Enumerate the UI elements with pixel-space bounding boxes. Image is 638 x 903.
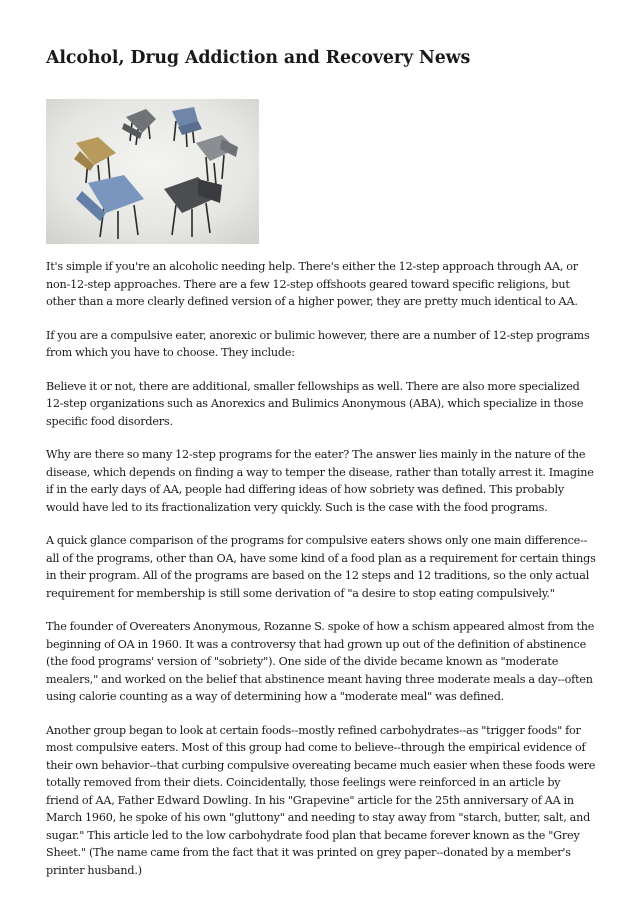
paragraph: It's simple if you're an alcoholic needing help. There's either the 12-step approach through AA, or non-12-step approaches. There are a few 12-step offshoots geared toward specific religions, but other than a more clearly defined version of a higher power, they are pretty much identical to AA. xyxy=(46,260,578,308)
paragraph: A quick glance comparison of the programs for compulsive eaters shows only one main difference--all of the programs, other than OA, have some kind of a food plan as a requirement for certain things in their program. All of the programs are based on the 12 steps and 12 traditions, so the only actual requirement for membership is still some derivation of "a desire to stop eating compulsively." xyxy=(46,534,596,600)
paragraph: Another group began to look at certain foods--mostly refined carbohydrates--as "trigger foods" for most compulsive eaters. Most of this group had come to believe--through the empirical evidence of their own behavior--that curbing compulsive overeating became much easier when these foods were totally removed from their diets. Coincidentally, those feelings were reinforced in an article by friend of AA, Father Edward Dowling. In his "Grapevine" article for the 25th anniversary of AA in March 1960, he spoke of his own "gluttony" and needing to stay away from "starch, butter, salt, and sugar." This article led to the low carbohydrate food plan that became forever known as the "Grey Sheet." (The name came from the fact that it was printed on grey paper--donated by a member's printer husband.) xyxy=(46,723,596,877)
article-title: Alcohol, Drug Addiction and Recovery News xyxy=(46,48,471,68)
article-body xyxy=(46,258,596,895)
paragraph: Why are there so many 12-step programs for the eater? The answer lies mainly in the nature of the disease, which depends on finding a way to temper the disease, rather than totally arrest it. Imagine if in the early days of AA, people had differing ideas of how sobriety was defined. This probably would have led to its fractionalization very quickly. Such is the case with the food programs. xyxy=(46,448,594,514)
chairs-photo xyxy=(46,99,259,244)
paragraph: The founder of Overeaters Anonymous, Rozanne S. spoke of how a schism appeared almost from the beginning of OA in 1960. It was a controversy that had grown up out of the definition of abstinence (the food programs' version of "sobriety"). One side of the divide became known as "moderate mealers," and worked on the belief that abstinence meant having three moderate meals a day--often using calorie counting as a way of determining how a "moderate meal" was defined. xyxy=(46,620,595,703)
paragraph: If you are a compulsive eater, anorexic or bulimic however, there are a number of 12-step programs from which you have to choose. They include: xyxy=(46,328,590,359)
paragraph: Believe it or not, there are additional, smaller fellowships as well. There are also more specialized 12-step organizations such as Anorexics and Bulimics Anonymous (ABA), which specialize in those specific food disorders. xyxy=(46,379,584,428)
